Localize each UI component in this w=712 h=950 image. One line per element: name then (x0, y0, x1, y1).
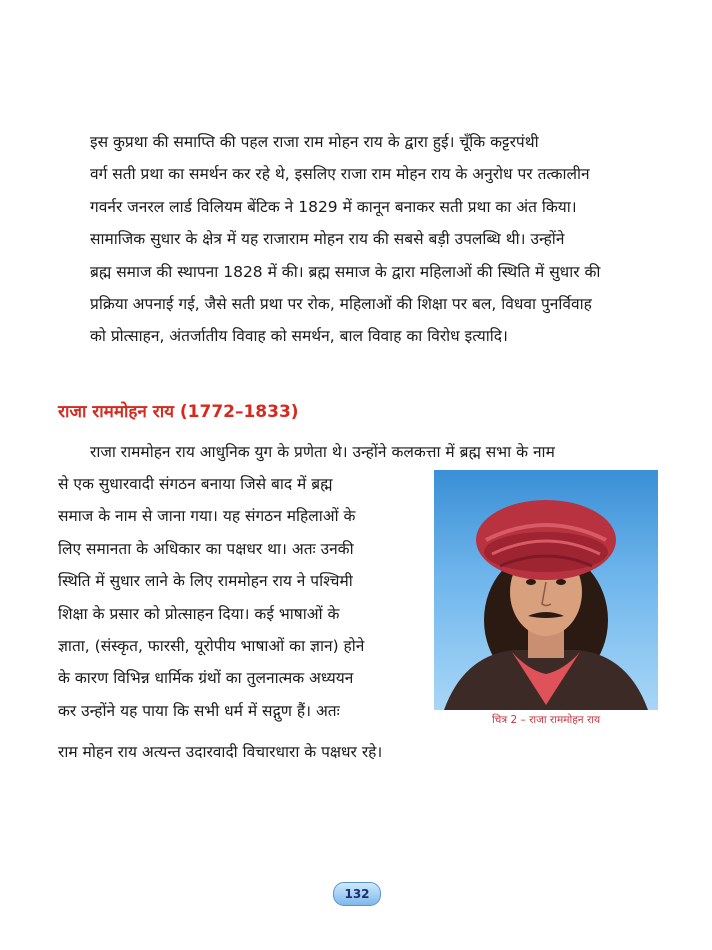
text-line: लिए समानता के अधिकार का पक्षधर था। अतः उनकी (58, 539, 354, 558)
page-number-badge: 132 (333, 882, 381, 906)
text-line: ब्रह्म समाज की स्थापना 1828 में की। ब्रह्म समाज के द्वारा महिलाओं की स्थिति में सुधार की (90, 262, 601, 281)
intro-paragraph (58, 126, 658, 353)
section-last-line (58, 736, 658, 768)
text-line: राजा राममोहन राय आधुनिक युग के प्रणेता थे। उन्होंने कलकत्ता में ब्रह्म सभा के नाम (90, 443, 555, 461)
text-line: समाज के नाम से जाना गया। यह संगठन महिलाओं के (58, 507, 356, 526)
text-line: शिक्षा के प्रसार को प्रोत्साहन दिया। कई भाषाओं के (58, 604, 340, 623)
text-line: राम मोहन राय अत्यन्त उदारवादी विचारधारा के पक्षधर रहे। (58, 743, 383, 761)
figure-caption: चित्र 2 – राजा राममोहन राय (491, 714, 601, 726)
section-first-line (58, 436, 658, 468)
text-line: प्रक्रिया अपनाई गई, जैसे सती प्रथा पर रोक, महिलाओं की शिक्षा पर बल, विधवा पुनर्विवाह (90, 295, 592, 314)
text-line: वर्ग सती प्रथा का समर्थन कर रहे थे, इसलिए राजा राम मोहन राय के अनुरोध पर तत्कालीन (90, 165, 590, 184)
text-line: कर उन्होंने यह पाया कि सभी धर्म में सद्गुण हैं। अतः (58, 701, 340, 720)
text-line: ज्ञाता, (संस्कृत, फारसी, यूरोपीय भाषाओं का ज्ञान) होने (58, 637, 365, 656)
portrait-image (434, 470, 658, 710)
text-line: के कारण विभिन्न धार्मिक ग्रंथों का तुलनात्मक अध्ययन (58, 669, 354, 688)
text-line: इस कुप्रथा की समाप्ति की पहल राजा राम मोहन राय के द्वारा हुई। चूँकि कट्टरपंथी (90, 133, 539, 151)
text-line: से एक सुधारवादी संगठन बनाया जिसे बाद में ब्रह्म (58, 475, 333, 493)
section-wrapped-paragraph (58, 468, 424, 727)
text-line: को प्रोत्साहन, अंतर्जातीय विवाह को समर्थन, बाल विवाह का विरोध इत्यादि। (90, 327, 508, 346)
text-line: गवर्नर जनरल लार्ड विलियम बेंटिक ने 1829 में कानून बनाकर सती प्रथा का अंत किया। (90, 197, 577, 216)
portrait-illustration (434, 470, 658, 710)
section-heading: राजा राममोहन राय (1772–1833) (58, 402, 299, 422)
text-line: स्थिति में सुधार लाने के लिए राममोहन राय ने पश्चिमी (58, 572, 353, 591)
text-line: सामाजिक सुधार के क्षेत्र में यह राजाराम मोहन राय की सबसे बड़ी उपलब्धि थी। उन्होंने (90, 230, 565, 249)
